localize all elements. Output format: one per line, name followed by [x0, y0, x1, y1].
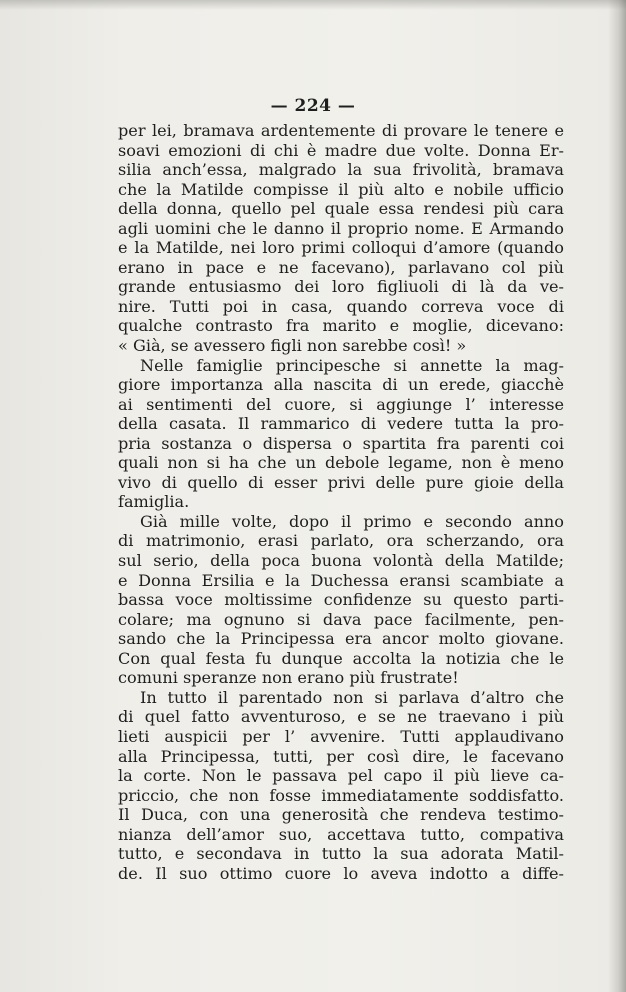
text-line: quali non si ha che un debole legame, non è meno — [118, 453, 564, 473]
text-line: qualche contrasto fra marito e moglie, dicevano: — [118, 316, 564, 336]
page-edge-shadow — [608, 0, 626, 992]
text-line: In tutto il parentado non si parlava d’altro che — [140, 687, 564, 707]
text-line: Con qual festa fu dunque accolta la notizia che le — [118, 648, 564, 668]
text-line: della casata. Il rammarico di vedere tutta la pro- — [118, 414, 564, 434]
text-line: tutto, e secondava in tutto la sua adorata Matil- — [118, 844, 564, 864]
page-number: — 224 — — [270, 96, 356, 116]
text-line: per lei, bramava ardentemente di provare le tenere e — [118, 121, 564, 140]
page-top-shadow — [0, 0, 626, 10]
text-line: de. Il suo ottimo cuore lo aveva indotto a diffe- — [118, 863, 564, 883]
text-line: nire. Tutti poi in casa, quando correva voce di — [118, 296, 564, 316]
text-line: comuni speranze non erano più frustrate! — [118, 668, 459, 688]
text-line: nianza dell’amor suo, accettava tutto, compativa — [118, 824, 564, 844]
text-line: vivo di quello di esser privi delle pure gioie della — [118, 472, 564, 492]
text-line: di matrimonio, erasi parlato, ora scherzando, ora — [118, 531, 564, 551]
text-line: colare; ma ognuno si dava pace facilmente, pen- — [118, 609, 564, 629]
text-line: che la Matilde compisse il più alto e nobile ufficio — [118, 179, 564, 199]
text-line: Nelle famiglie principesche si annette la mag- — [140, 355, 564, 375]
text-line: erano in pace e ne facevano), parlavano col più — [118, 257, 564, 277]
text-line: Il Duca, con una generosità che rendeva testimo- — [118, 805, 564, 825]
text-line: della donna, quello pel quale essa rendesi più cara — [118, 199, 564, 219]
text-line: priccio, che non fosse immediatamente soddisfatto. — [118, 785, 564, 805]
text-line: « Già, se avessero figli non sarebbe così! » — [118, 336, 467, 356]
text-line: di quel fatto avventuroso, e se ne traevano i più — [118, 707, 564, 727]
text-line: sando che la Principessa era ancor molto giovane. — [118, 629, 564, 649]
text-line: soavi emozioni di chi è madre due volte. Donna Er- — [118, 140, 564, 160]
text-line: alla Principessa, tutti, per così dire, le facevano — [118, 746, 564, 766]
text-line: famiglia. — [118, 492, 190, 512]
text-line: bassa voce moltissime confidenze su questo parti- — [118, 590, 564, 610]
text-line: la corte. Non le passava pel capo il più lieve ca- — [118, 766, 564, 786]
text-line: e la Matilde, nei loro primi colloqui d’amore (quando — [118, 238, 564, 258]
text-line: pria sostanza o dispersa o spartita fra parenti coi — [118, 433, 564, 453]
text-line: Già mille volte, dopo il primo e secondo anno — [140, 511, 564, 531]
text-line: sul serio, della poca buona volontà della Matilde; — [118, 551, 564, 571]
body-text — [118, 121, 564, 883]
text-line: e Donna Ersilia e la Duchessa eransi scambiate a — [118, 570, 564, 590]
text-line: giore importanza alla nascita di un erede, giacchè — [118, 375, 564, 395]
text-line: silia anch’essa, malgrado la sua frivolità, bramava — [118, 160, 564, 180]
text-line: lieti auspicii per l’ avvenire. Tutti applaudivano — [118, 726, 564, 746]
text-line: ai sentimenti del cuore, si aggiunge l’ interesse — [118, 394, 564, 414]
text-line: agli uomini che le danno il proprio nome. E Armando — [118, 218, 564, 238]
text-line: grande entusiasmo dei loro figliuoli di là da ve- — [118, 277, 564, 297]
